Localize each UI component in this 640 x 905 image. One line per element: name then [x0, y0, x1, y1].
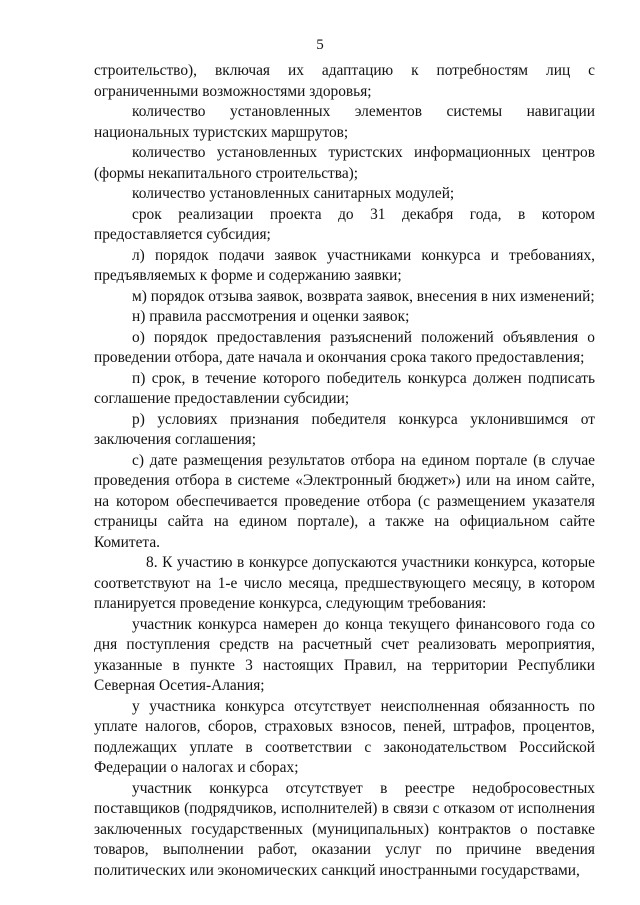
paragraph-item-l: л) порядок подачи заявок участниками конкурса и требованиях, предъявляемых к форме и содержанию заявки;: [94, 246, 595, 284]
paragraph-item-o: о) порядок предоставления разъяснений положений объявления о проведении отбора, дате начала и окончания срока такого предоставления;: [94, 328, 595, 366]
paragraph-item-m: м) порядок отзыва заявок, возврата заявок, внесения в них изменений;: [132, 287, 595, 305]
paragraph-item-n: н) правила рассмотрения и оценки заявок;: [132, 308, 410, 325]
paragraph-clause-8: 8. К участию в конкурсе допускаются участники конкурса, которые соответствуют на 1-е число месяца, предшествующего месяцу, в котором планируется проведение конкурса, следующим требования:: [94, 554, 595, 612]
paragraph-sanitary-modules: количество установленных санитарных модулей;: [132, 185, 455, 202]
paragraph-info-centers: количество установленных туристских информационных центров (формы некапитального строительства);: [94, 144, 595, 182]
paragraph-navigation-elements: количество установленных элементов системы навигации национальных туристских маршрутов;: [94, 103, 595, 141]
paragraph-continuation: строительство), включая их адаптацию к потребностям лиц с ограниченными возможностями здоровья;: [94, 62, 595, 100]
paragraph-requirement-3: участник конкурса отсутствует в реестре недобросовестных поставщиков (подрядчиков, исполнителей) в связи с отказом от исполнения заключенных государственных (муниципальных) контрактов о поставке товаров, выполнении работ, оказании услуг по причине введения политических или экономических санкций иностранными государствами,: [94, 779, 595, 879]
paragraph-requirement-1: участник конкурса намерен до конца текущего финансового года со дня поступления средств на расчетный счет реализовать мероприятия, указанные в пункте 3 настоящих Правил, на территории Республики Северная Осетия-Алания;: [94, 615, 595, 694]
paragraph-item-p: п) срок, в течение которого победитель конкурса должен подписать соглашение предоставлении субсидии;: [94, 369, 595, 407]
paragraph-project-deadline: срок реализации проекта до 31 декабря года, в котором предоставляется субсидия;: [94, 205, 595, 243]
paragraph-item-r: р) условиях признания победителя конкурса уклонившимся от заключения соглашения;: [94, 410, 595, 448]
paragraph-item-s: с) дате размещения результатов отбора на едином портале (в случае проведения отбора в системе «Электронный бюджет») или на ином сайте, на котором обеспечивается проведение отбора (с размещением указателя страницы сайта на едином портале), а также на официальном сайте Комитета.: [94, 451, 595, 551]
page-number: 5: [316, 37, 324, 53]
paragraph-requirement-2: у участника конкурса отсутствует неисполненная обязанность по уплате налогов, сборов, страховых взносов, пеней, штрафов, процентов, подлежащих уплате в соответствии с законодательством Российской Федерации о налогах и сборах;: [94, 697, 595, 776]
document-body: [94, 61, 595, 881]
